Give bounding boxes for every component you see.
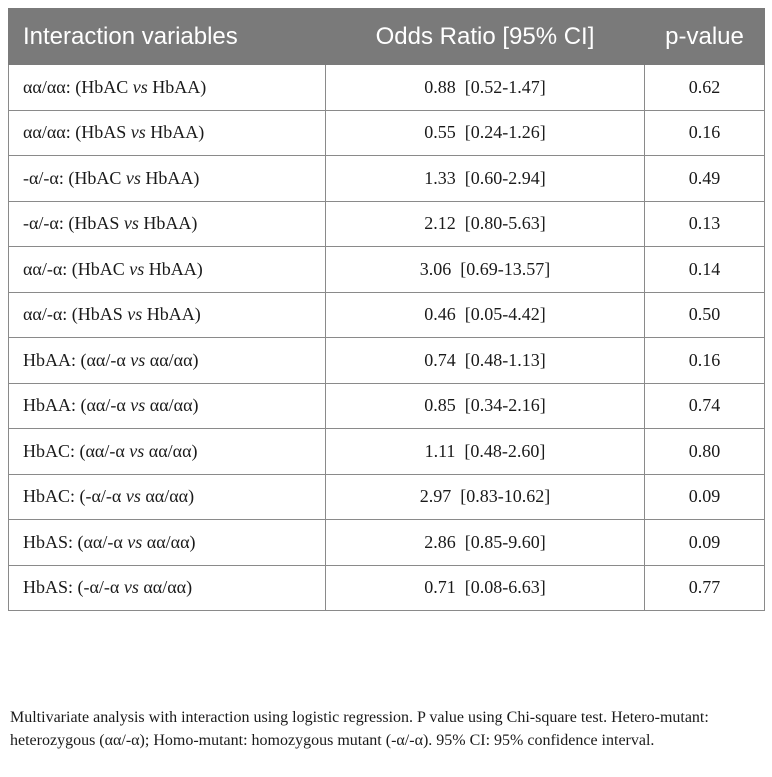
cell-p-value: 0.09 bbox=[645, 520, 765, 566]
table-header-row bbox=[9, 9, 765, 65]
table-body bbox=[9, 65, 765, 611]
cell-p-value: 0.16 bbox=[645, 110, 765, 156]
table-row bbox=[9, 156, 765, 202]
cell-interaction-variable bbox=[9, 65, 326, 111]
cell-interaction-variable bbox=[9, 429, 326, 475]
cell-odds-ratio: 3.06 [0.69-13.57] bbox=[326, 247, 645, 293]
table-row bbox=[9, 338, 765, 384]
variable-suffix: HbAA) bbox=[138, 213, 198, 234]
versus-label: vs bbox=[127, 531, 143, 552]
cell-odds-ratio: 0.88 [0.52-1.47] bbox=[326, 65, 645, 111]
variable-suffix: αα/αα) bbox=[138, 577, 193, 598]
table-row bbox=[9, 565, 765, 611]
versus-label: vs bbox=[125, 167, 141, 188]
cell-interaction-variable bbox=[9, 156, 326, 202]
variable-suffix: HbAA) bbox=[147, 76, 207, 97]
cell-p-value: 0.16 bbox=[645, 338, 765, 384]
results-table-container bbox=[8, 8, 764, 611]
cell-interaction-variable bbox=[9, 247, 326, 293]
versus-label: vs bbox=[130, 395, 146, 416]
variable-suffix: αα/αα) bbox=[140, 486, 195, 507]
variable-suffix: αα/αα) bbox=[144, 440, 198, 461]
cell-p-value: 0.80 bbox=[645, 429, 765, 475]
cell-p-value: 0.77 bbox=[645, 565, 765, 611]
variable-prefix: HbAA: (αα/-α bbox=[23, 395, 131, 416]
cell-interaction-variable bbox=[9, 565, 326, 611]
cell-odds-ratio: 0.74 [0.48-1.13] bbox=[326, 338, 645, 384]
versus-label: vs bbox=[129, 440, 145, 461]
cell-p-value: 0.49 bbox=[645, 156, 765, 202]
versus-label: vs bbox=[123, 213, 139, 234]
variable-suffix: HbAA) bbox=[144, 258, 203, 279]
cell-interaction-variable bbox=[9, 383, 326, 429]
table-row bbox=[9, 474, 765, 520]
variable-prefix: HbAA: (αα/-α bbox=[23, 349, 131, 370]
table-row bbox=[9, 201, 765, 247]
table-row bbox=[9, 247, 765, 293]
cell-odds-ratio: 0.55 [0.24-1.26] bbox=[326, 110, 645, 156]
variable-prefix: -α/-α: (HbAC bbox=[23, 167, 126, 188]
cell-p-value: 0.74 bbox=[645, 383, 765, 429]
versus-label: vs bbox=[130, 349, 146, 370]
versus-label: vs bbox=[129, 258, 145, 279]
variable-prefix: αα/αα: (HbAC bbox=[23, 76, 133, 97]
cell-interaction-variable bbox=[9, 110, 326, 156]
table-row bbox=[9, 110, 765, 156]
variable-prefix: αα/αα: (HbAS bbox=[23, 122, 131, 143]
variable-suffix: HbAA) bbox=[145, 122, 205, 143]
cell-odds-ratio: 1.11 [0.48-2.60] bbox=[326, 429, 645, 475]
cell-p-value: 0.13 bbox=[645, 201, 765, 247]
versus-label: vs bbox=[130, 122, 146, 143]
cell-odds-ratio: 2.97 [0.83-10.62] bbox=[326, 474, 645, 520]
variable-prefix: αα/-α: (HbAC bbox=[23, 258, 130, 279]
variable-suffix: αα/αα) bbox=[145, 349, 199, 370]
table-row bbox=[9, 429, 765, 475]
cell-odds-ratio: 0.46 [0.05-4.42] bbox=[326, 292, 645, 338]
cell-odds-ratio: 0.85 [0.34-2.16] bbox=[326, 383, 645, 429]
versus-label: vs bbox=[132, 76, 148, 97]
interaction-table bbox=[8, 8, 765, 611]
variable-prefix: HbAC: (-α/-α bbox=[23, 486, 126, 507]
variable-prefix: HbAS: (-α/-α bbox=[23, 577, 124, 598]
cell-p-value: 0.14 bbox=[645, 247, 765, 293]
cell-odds-ratio: 0.71 [0.08-6.63] bbox=[326, 565, 645, 611]
variable-prefix: αα/-α: (HbAS bbox=[23, 304, 128, 325]
variable-suffix: αα/αα) bbox=[142, 531, 196, 552]
cell-interaction-variable bbox=[9, 201, 326, 247]
versus-label: vs bbox=[125, 486, 141, 507]
cell-p-value: 0.09 bbox=[645, 474, 765, 520]
cell-interaction-variable bbox=[9, 474, 326, 520]
variable-suffix: HbAA) bbox=[140, 167, 200, 188]
table-row bbox=[9, 292, 765, 338]
variable-suffix: αα/αα) bbox=[145, 395, 199, 416]
cell-interaction-variable bbox=[9, 520, 326, 566]
header-interaction-variables: Interaction variables bbox=[9, 9, 326, 65]
table-row bbox=[9, 520, 765, 566]
cell-interaction-variable bbox=[9, 292, 326, 338]
cell-odds-ratio: 2.86 [0.85-9.60] bbox=[326, 520, 645, 566]
header-odds-ratio: Odds Ratio [95% CI] bbox=[326, 9, 645, 65]
cell-p-value: 0.62 bbox=[645, 65, 765, 111]
cell-odds-ratio: 1.33 [0.60-2.94] bbox=[326, 156, 645, 202]
versus-label: vs bbox=[127, 304, 143, 325]
header-p-value: p-value bbox=[645, 9, 765, 65]
variable-suffix: HbAA) bbox=[142, 304, 201, 325]
variable-prefix: HbAS: (αα/-α bbox=[23, 531, 128, 552]
cell-p-value: 0.50 bbox=[645, 292, 765, 338]
table-row bbox=[9, 383, 765, 429]
cell-odds-ratio: 2.12 [0.80-5.63] bbox=[326, 201, 645, 247]
cell-interaction-variable bbox=[9, 338, 326, 384]
table-row bbox=[9, 65, 765, 111]
variable-prefix: -α/-α: (HbAS bbox=[23, 213, 124, 234]
variable-prefix: HbAC: (αα/-α bbox=[23, 440, 130, 461]
table-footnote: Multivariate analysis with interaction using logistic regression. P value using Chi-square test. Hetero-mutant: heterozygous (αα/-α); Homo-mutant: homozygous mutant (-α/-α). 95% CI: 95% confidence interval. bbox=[10, 709, 709, 749]
versus-label: vs bbox=[123, 577, 139, 598]
